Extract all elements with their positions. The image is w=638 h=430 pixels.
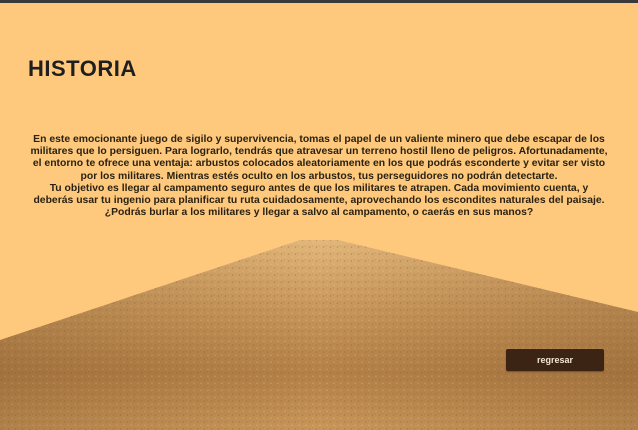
story-text xyxy=(30,134,608,219)
page-title: HISTORIA xyxy=(28,56,137,81)
story-paragraph: Tu objetivo es llegar al campamento seguro antes de que los militares te atrapen. Cada movimiento cuenta, y deberás usar tu ingenio para planificar tu ruta cuidadosamente, aprovechando los escondites naturales del paisaje. ¿Podrás burlar a los militares y llegar a salvo al campamento, o caerás en sus manos? xyxy=(33,182,605,219)
story-paragraph: En este emocionante juego de sigilo y supervivencia, tomas el papel de un valiente minero que debe escapar de los militares que lo persiguen. Para lograrlo, tendrás que atravesar un terreno hostil lleno de peligros. Afortunadamente, el entorno te ofrece una ventaja: arbustos colocados aleatoriamente en los que podrás esconderte y evitar ser visto por los militares. Mientras estés oculto en los arbustos, tus perseguidores no podrán detectarte. xyxy=(30,134,608,182)
back-button[interactable]: regresar xyxy=(506,349,604,371)
